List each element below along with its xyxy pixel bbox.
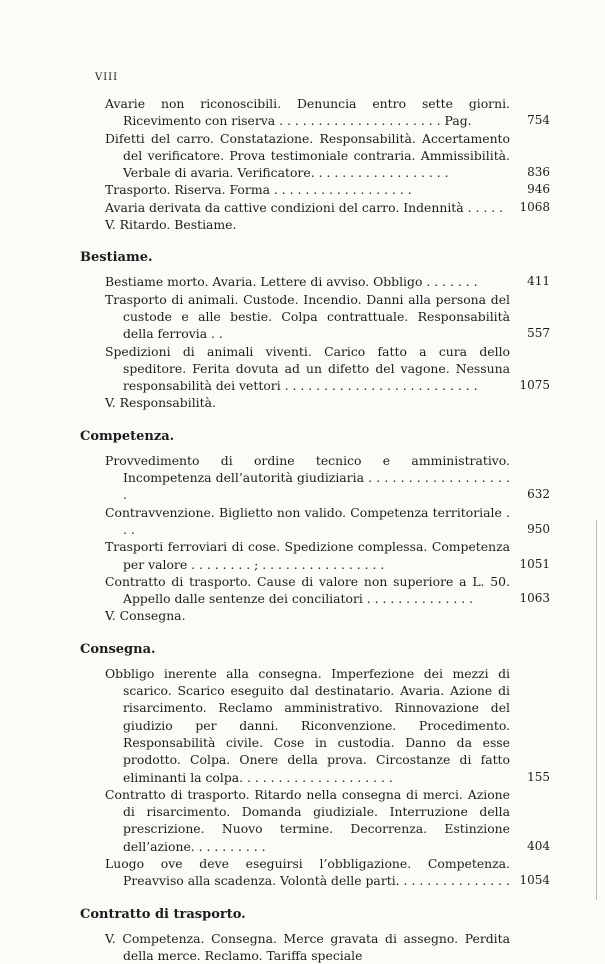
index-entry	[105, 665, 550, 786]
entry-page-number: 946	[527, 182, 550, 197]
entry-text: V. Competenza. Consegna. Merce gravata di assegno. Perdita della merce. Reclamo. Tariffa speciale	[105, 930, 510, 963]
entry-page-number: 155	[527, 769, 550, 784]
index-entry	[105, 573, 550, 608]
index-section	[80, 428, 550, 625]
index-entry	[105, 607, 510, 624]
entry-page-number: 1075	[519, 378, 550, 393]
entry-text: V. Ritardo. Bestiame.	[105, 217, 237, 233]
index-entry	[105, 930, 510, 964]
entry-text: Provvedimento di ordine tecnico e amministrativo. Incompetenza dell’autorità giudiziaria . . . . . . . . . . . . . . . . . . .	[105, 452, 510, 503]
entry-page-number: 1068	[519, 199, 550, 214]
entry-page-number: 836	[527, 165, 550, 180]
entry-text: Avarie non riconoscibili. Denuncia entro sette giorni. Ricevimento con riserva . . . . . . . . . . . . . . . . . . . . . Pag.	[105, 96, 510, 129]
entry-page-number: 632	[527, 487, 550, 502]
index-section	[80, 907, 520, 964]
entry-page-number: 1051	[519, 556, 550, 571]
entry-text: V. Responsabilità.	[105, 395, 216, 411]
entry-page-number: 754	[527, 113, 550, 128]
index-content	[80, 95, 550, 964]
index-entry	[105, 538, 550, 573]
entry-text: Difetti del carro. Constatazione. Responsabilità. Accertamento del verificatore. Prova testimoniale contraria. Ammissibilità. Verbale di avaria. Verificatore. . . . . . . . . . . . . . . . . .	[105, 130, 510, 181]
entry-page-number: 557	[527, 326, 550, 341]
entry-text: Contratto di trasporto. Ritardo nella consegna di merci. Azione di risarcimento. Domanda giudiziale. Interruzione della prescrizione. Nuovo termine. Decorrenza. Estinzione dell’azione. . . . . . . . . .	[105, 786, 510, 854]
entry-page-number: 411	[527, 274, 550, 289]
section-heading: Bestiame.	[80, 250, 153, 266]
page-number: VIII	[95, 72, 119, 83]
entry-text: Contratto di trasporto. Cause di valore non superiore a L. 50. Appello dalle sentenze dei conciliatori . . . . . . . . . . . . . .	[105, 573, 510, 607]
entry-text: Spedizioni di animali viventi. Carico fatto a cura dello speditore. Ferita dovuta ad un difetto del vagone. Nessuna responsabilità dei vettori . . . . . . . . . . . . . . . . . . . . . . . . .	[105, 343, 510, 394]
page-edge-line	[596, 520, 597, 900]
index-entry	[105, 855, 550, 890]
section-heading: Competenza.	[80, 428, 175, 444]
index-entry	[105, 216, 510, 233]
section-heading: Contratto di trasporto.	[80, 906, 246, 922]
entry-text: Trasporti ferroviari di cose. Spedizione complessa. Competenza per valore . . . . . . . . ; . . . . . . . . . . . . . . . .	[105, 539, 510, 572]
index-section	[80, 641, 550, 890]
entry-page-number: 950	[527, 521, 550, 536]
index-entry	[105, 273, 550, 290]
entry-text: Contravvenzione. Biglietto non valido. Competenza territoriale . . .	[105, 504, 510, 537]
index-section	[80, 250, 550, 411]
index-entry	[105, 394, 510, 411]
entry-text: Luogo ove deve eseguirsi l’obbligazione. Competenza. Preavviso alla scadenza. Volontà delle parti. . . . . . . . . . . . . . .	[105, 855, 510, 889]
index-entry	[105, 291, 550, 343]
entry-page-number: 1063	[519, 591, 550, 606]
entry-page-number: 1054	[519, 873, 550, 888]
index-entry	[105, 199, 550, 216]
entry-text: Trasporto. Riserva. Forma . . . . . . . . . . . . . . . . . .	[105, 182, 412, 198]
index-entry	[105, 504, 550, 539]
entry-text: Obbligo inerente alla consegna. Imperfezione dei mezzi di scarico. Scarico eseguito dal destinatario. Avaria. Azione di risarcimento. Reclamo amministrativo. Rinnovazione del giudizio per danni. Riconvenzione. Procedimento. Responsabilità civile. Cose in custodia. Danno da esse prodotto. Colpa. Onere della prova. Circostanze di fatto eliminanti la colpa. . . . . . . . . . . . . . . . . . . .	[105, 665, 510, 785]
entry-page-number: 404	[527, 838, 550, 853]
index-entry	[105, 181, 550, 198]
index-entry	[105, 343, 550, 395]
entry-text: Bestiame morto. Avaria. Lettere di avviso. Obbligo . . . . . . .	[105, 274, 478, 290]
entry-text: V. Consegna.	[105, 608, 186, 624]
index-section	[80, 95, 550, 233]
index-entry	[105, 130, 550, 182]
section-heading: Consegna.	[80, 641, 156, 657]
entry-text: Avaria derivata da cattive condizioni del carro. Indennità . . . . .	[105, 199, 504, 215]
index-entry	[105, 95, 550, 130]
index-entry	[105, 452, 550, 504]
index-entry	[105, 786, 550, 855]
entry-text: Trasporto di animali. Custode. Incendio. Danni alla persona del custode e alle bestie. Colpa contrattuale. Responsabilità della ferrovia . .	[105, 291, 510, 342]
